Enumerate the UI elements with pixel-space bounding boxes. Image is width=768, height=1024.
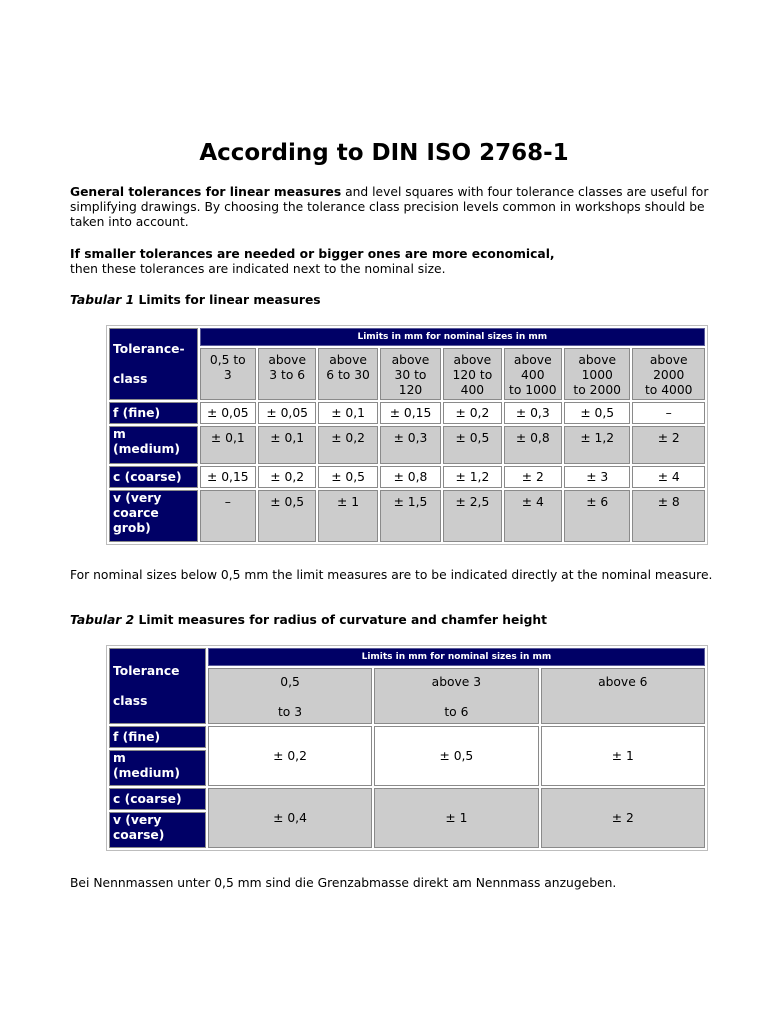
table1-size-header	[200, 348, 256, 400]
table1-cell: ± 0,8	[380, 466, 441, 488]
table1-span-header: Limits in mm for nominal sizes in mm	[200, 328, 705, 346]
table1-cell: ± 3	[564, 466, 630, 488]
table1-cell: ± 0,2	[318, 426, 377, 464]
table1-cell: ± 0,1	[200, 426, 256, 464]
class-line: (medium)	[113, 766, 180, 780]
class-line: v (very	[113, 813, 162, 827]
table1-size-header	[380, 348, 441, 400]
table2-span-header: Limits in mm for nominal sizes in mm	[208, 648, 705, 666]
class-line: f (fine)	[113, 405, 161, 420]
class-line: coarce	[113, 506, 159, 520]
size-line: above	[649, 353, 688, 367]
intro-bold: General tolerances for linear measures	[70, 185, 342, 199]
class-line: coarse)	[113, 828, 165, 842]
table1-cell: ± 6	[564, 490, 630, 542]
table2	[106, 645, 708, 851]
table1-cell: –	[632, 402, 705, 424]
table1-cell: ± 0,1	[318, 402, 377, 424]
class-line: (medium)	[113, 442, 180, 456]
table2-size-header	[208, 668, 372, 724]
table1-class-header-line: class	[113, 371, 148, 386]
intro-paragraph	[70, 185, 742, 230]
size-line: 3	[223, 368, 232, 382]
table2-row-class	[109, 788, 206, 810]
size-line: 120	[398, 383, 423, 397]
class-line: m	[113, 751, 126, 765]
table2-cell: ± 1	[541, 726, 705, 786]
table1-row	[109, 426, 705, 464]
size-line: above 6	[598, 675, 648, 689]
table1-cell: ± 0,8	[504, 426, 562, 464]
table1-cell: ± 0,2	[258, 466, 316, 488]
after-table2-paragraph: Bei Nennmassen unter 0,5 mm sind die Grenzabmasse direkt am Nennmass anzugeben.	[70, 876, 617, 890]
table2-class-header-line: class	[113, 693, 148, 708]
size-line: above	[268, 353, 307, 367]
table1-row-class	[109, 490, 198, 542]
size-line: 30 to	[394, 368, 427, 382]
table1-size-header	[443, 348, 501, 400]
size-line: above	[453, 353, 492, 367]
size-line: 400	[521, 368, 545, 382]
table1-cell: ± 1,5	[380, 490, 441, 542]
class-line: m	[113, 427, 126, 441]
table1-row-class	[109, 402, 198, 424]
size-line: 0,5 to	[209, 353, 246, 367]
table1-cell: ± 2,5	[443, 490, 501, 542]
table1-cell: ± 1	[318, 490, 377, 542]
class-line: f (fine)	[113, 729, 161, 744]
table1-cell: ± 0,05	[200, 402, 256, 424]
after-table1-paragraph: For nominal sizes below 0,5 mm the limit measures are to be indicated directly at the nominal measure.	[70, 568, 713, 582]
table2-row-class	[109, 750, 206, 786]
table2-cell: ± 0,2	[208, 726, 372, 786]
table1-cell: ± 2	[632, 426, 705, 464]
table2-caption-text: Limit measures for radius of curvature and chamfer height	[134, 613, 548, 627]
table2-row	[109, 788, 705, 810]
table1-cell: ± 0,05	[258, 402, 316, 424]
intro-rest: and level squares with four tolerance classes are useful for simplifying drawings. By choosing the tolerance class precision levels common in workshops should be taken into account.	[70, 185, 709, 229]
table1-cell: ± 0,15	[200, 466, 256, 488]
table1-cell: ± 2	[504, 466, 562, 488]
table2-class-header-line: Tolerance	[113, 663, 180, 678]
table1-size-header	[318, 348, 377, 400]
table1-class-header	[109, 328, 198, 400]
table2-caption-label: Tabular 2	[70, 613, 135, 627]
table2-caption	[70, 613, 547, 627]
size-line: 120 to	[452, 368, 493, 382]
table1-cell: ± 4	[632, 466, 705, 488]
note-rest: then these tolerances are indicated next to the nominal size.	[70, 262, 446, 276]
table2-size-header	[541, 668, 705, 724]
size-line: above 3	[431, 675, 482, 689]
table1-caption-text: Limits for linear measures	[134, 293, 321, 307]
table1-size-header	[564, 348, 630, 400]
class-line: v (very	[113, 491, 162, 505]
table1-cell: ± 0,2	[443, 402, 501, 424]
table1-row	[109, 402, 705, 424]
table1-cell: ± 0,3	[504, 402, 562, 424]
size-line: 0,5	[280, 675, 300, 689]
size-line: to 2000	[573, 383, 621, 397]
size-line: above	[329, 353, 367, 367]
size-line: above	[513, 353, 552, 367]
table1-cell: –	[200, 490, 256, 542]
size-line: 400	[460, 383, 485, 397]
table1-row-class	[109, 466, 198, 488]
class-line: grob)	[113, 521, 151, 535]
page-title: According to DIN ISO 2768-1	[199, 140, 569, 166]
size-line: 6 to 30	[326, 368, 370, 382]
table1-cell: ± 4	[504, 490, 562, 542]
table2-cell: ± 0,5	[374, 726, 538, 786]
table1-size-header	[258, 348, 316, 400]
table1-class-header-line: Tolerance-	[113, 341, 185, 356]
table1-row	[109, 466, 705, 488]
table1-cell: ± 0,15	[380, 402, 441, 424]
table2-row-class	[109, 812, 206, 848]
class-line: c (coarse)	[113, 469, 182, 484]
note-bold: If smaller tolerances are needed or bigger ones are more economical,	[70, 247, 555, 261]
table2-cell: ± 0,4	[208, 788, 372, 848]
table2-row	[109, 726, 705, 748]
size-line: above	[578, 353, 617, 367]
table1-cell: ± 1,2	[564, 426, 630, 464]
table1	[106, 325, 708, 545]
size-line: above	[391, 353, 430, 367]
size-line: 1000	[581, 368, 613, 382]
table1-size-header	[632, 348, 705, 400]
table1-cell: ± 0,5	[564, 402, 630, 424]
table1-row-class	[109, 426, 198, 464]
table1-cell: ± 0,3	[380, 426, 441, 464]
table1-cell: ± 1,2	[443, 466, 501, 488]
table2-cell: ± 1	[374, 788, 538, 848]
table2-cell: ± 2	[541, 788, 705, 848]
table1-row	[109, 490, 705, 542]
table1-caption-label: Tabular 1	[70, 293, 135, 307]
table1-cell: ± 0,1	[258, 426, 316, 464]
table2-row-class	[109, 726, 206, 748]
size-line: to 1000	[509, 383, 557, 397]
table1-cell: ± 0,5	[443, 426, 501, 464]
table1-size-header	[504, 348, 562, 400]
size-line: 3 to 6	[269, 368, 306, 382]
table1-cell: ± 8	[632, 490, 705, 542]
size-line: to 4000	[644, 383, 693, 397]
class-line: c (coarse)	[113, 791, 182, 806]
note-paragraph	[70, 247, 742, 277]
table1-caption	[70, 293, 321, 307]
size-line: to 6	[444, 705, 469, 719]
table2-size-header	[374, 668, 538, 724]
table2-class-header	[109, 648, 206, 724]
table1-cell: ± 0,5	[258, 490, 316, 542]
size-line: 2000	[653, 368, 685, 382]
size-line: to 3	[277, 705, 303, 719]
table1-cell: ± 0,5	[318, 466, 377, 488]
